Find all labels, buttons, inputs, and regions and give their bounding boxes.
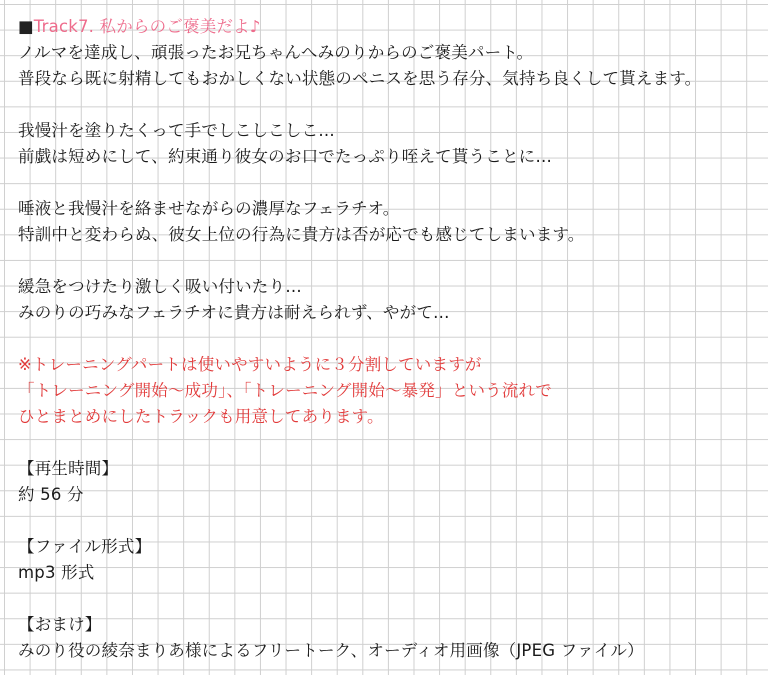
description-line: 我慢汁を塗りたくって手でしこしこしこ…	[18, 121, 335, 140]
file-format-heading: 【ファイル形式】	[18, 537, 152, 556]
description-line: 緩急をつけたり激しく吸い付いたり…	[18, 277, 302, 296]
note-line: ※トレーニングパートは使いやすいように３分割していますが	[18, 355, 482, 374]
spacer	[18, 170, 762, 196]
track-title	[18, 14, 762, 40]
spacer	[18, 248, 762, 274]
bonus-value: みのり役の綾奈まりあ様によるフリートーク、オーディオ用画像（JPEG ファイル）	[18, 641, 644, 660]
track-title-text: Track7. 私からのご褒美だよ♪	[33, 17, 261, 36]
bonus-heading: 【おまけ】	[18, 615, 102, 634]
file-format-value: mp3 形式	[18, 563, 95, 582]
spacer	[18, 586, 762, 612]
note-line: 「トレーニング開始～成功」、「トレーニング開始～暴発」という流れで	[18, 381, 552, 400]
spacer	[18, 508, 762, 534]
spacer	[18, 92, 762, 118]
playtime-value: 約 56 分	[18, 485, 84, 504]
description-line: 普段なら既に射精してもおかしくない状態のペニスを思う存分、気持ち良くして貰えます。	[18, 69, 702, 88]
note-line: ひとまとめにしたトラックも用意してあります。	[18, 407, 384, 426]
description-line: みのりの巧みなフェラチオに貴方は耐えられず、やがて…	[18, 303, 450, 322]
description-line: ノルマを達成し、頑張ったお兄ちゃんへみのりからのご褒美パート。	[18, 43, 534, 62]
spacer	[18, 326, 762, 352]
spacer	[18, 430, 762, 456]
description-line: 前戯は短めにして、約束通り彼女のお口でたっぷり咥えて貰うことに…	[18, 147, 553, 166]
description-line: 唾液と我慢汁を絡ませながらの濃厚なフェラチオ。	[18, 199, 400, 218]
square-bullet-icon: ■	[18, 17, 34, 36]
document-body	[18, 14, 762, 664]
description-line: 特訓中と変わらぬ、彼女上位の行為に貴方は否が応でも感じてしまいます。	[18, 225, 585, 244]
playtime-heading: 【再生時間】	[18, 459, 119, 478]
